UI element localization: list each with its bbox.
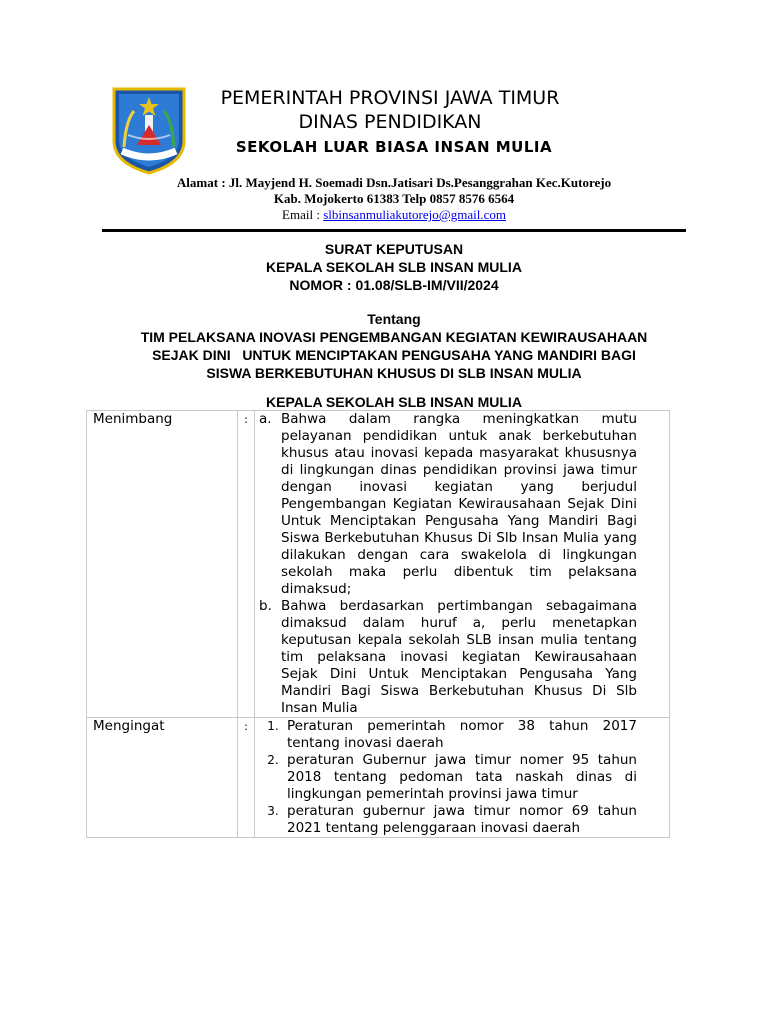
- mengingat-item-3: [259, 803, 637, 837]
- letterhead-divider: [102, 229, 686, 232]
- list-marker: 2.: [267, 753, 279, 767]
- address-line-1: Alamat : Jl. Mayjend H. Soemadi Dsn.Jatisari Ds.Pesanggrahan Kec.Kutorejo: [176, 175, 612, 190]
- email-link[interactable]: slbinsanmuliakutorejo@gmail.com: [323, 207, 506, 222]
- list-item-text: peraturan gubernur jawa timur nomor 69 tahun 2021 tentang pelenggaraan inovasi daerah: [287, 803, 637, 836]
- decree-title-line-2: KEPALA SEKOLAH SLB INSAN MULIA: [266, 259, 522, 275]
- menimbang-item-a: [259, 411, 637, 598]
- email-line: [40, 207, 748, 223]
- subject-line-1: TIM PELAKSANA INOVASI PENGEMBANGAN KEGIATAN KEWIRAUSAHAAN: [140, 329, 648, 345]
- mengingat-item-2: [259, 752, 637, 803]
- mengingat-colon: :: [238, 718, 255, 838]
- letterhead-government: PEMERINTAH PROVINSI JAWA TIMUR: [220, 87, 560, 109]
- subject-line-2: SEJAK DINI UNTUK MENCIPTAKAN PENGUSAHA YANG MANDIRI BAGI: [152, 347, 636, 363]
- decree-title-line-1: SURAT KEPUTUSAN: [324, 241, 464, 257]
- list-item-text: peraturan Gubernur jawa timur nomer 95 tahun 2018 tentang pedoman tata naskah dinas di lingkungan pemerintah provinsi jawa timur: [287, 752, 637, 802]
- letterhead-school: SEKOLAH LUAR BIASA INSAN MULIA: [235, 138, 553, 156]
- letterhead: [190, 86, 590, 159]
- list-marker: 1.: [267, 719, 279, 733]
- table-row-menimbang: [87, 411, 670, 718]
- menimbang-content: [255, 411, 670, 718]
- letterhead-department: DINAS PENDIDIKAN: [298, 111, 482, 133]
- subject-heading: Tentang: [367, 311, 421, 327]
- decree-title: [40, 240, 748, 294]
- mengingat-label: Mengingat: [87, 718, 238, 838]
- list-item-text: Peraturan pemerintah nomor 38 tahun 2017 tentang inovasi daerah: [287, 718, 637, 751]
- mengingat-item-1: [259, 718, 637, 752]
- provincial-crest-logo: [110, 85, 188, 175]
- address-line-2: Kab. Mojokerto 61383 Telp 0857 8576 6564: [273, 191, 515, 206]
- list-marker: 3.: [267, 804, 279, 818]
- menimbang-item-b: [259, 598, 637, 717]
- subject-line-3: SISWA BERKEBUTUHAN KHUSUS DI SLB INSAN MULIA: [206, 365, 582, 381]
- decree-subject: [40, 310, 748, 382]
- menimbang-label: Menimbang: [87, 411, 238, 718]
- table-row-mengingat: [87, 718, 670, 838]
- menimbang-colon: :: [238, 411, 255, 718]
- issuer-heading: KEPALA SEKOLAH SLB INSAN MULIA: [266, 394, 522, 410]
- list-marker: a.: [259, 411, 272, 427]
- list-marker: b.: [259, 598, 272, 614]
- mengingat-content: [255, 718, 670, 838]
- email-label: Email :: [282, 207, 324, 222]
- decree-number: NOMOR : 01.08/SLB-IM/VII/2024: [289, 277, 499, 293]
- decree-considerations-table: [86, 410, 670, 838]
- list-item-text: Bahwa dalam rangka meningkatkan mutu pelayanan pendidikan untuk anak berkebutuhan khusus atau inovasi kepada masyarakat khususnya di lingkungan dinas pendidikan provinsi jawa timur dengan inovasi kegiatan yang berjudul Pengembangan Kegiatan Kewirausahaan Sejak Dini Untuk Menciptakan Pengusaha Yang Mandiri Bagi Siswa Berkebutuhan Khusus Di Slb Insan Mulia yang dilakukan dengan cara swakelola di lingkungan sekolah maka perlu dibentuk tim pelaksana dimaksud;: [281, 411, 637, 597]
- list-item-text: Bahwa berdasarkan pertimbangan sebagaimana dimaksud dalam huruf a, perlu menetapkan keputusan kepala sekolah SLB insan mulia tentang tim pelaksana inovasi kegiatan Kewirausahaan Sejak Dini Untuk Menciptakan Pengusaha Yang Mandiri Bagi Siswa Berkebutuhan Khusus Di Slb Insan Mulia: [281, 598, 637, 716]
